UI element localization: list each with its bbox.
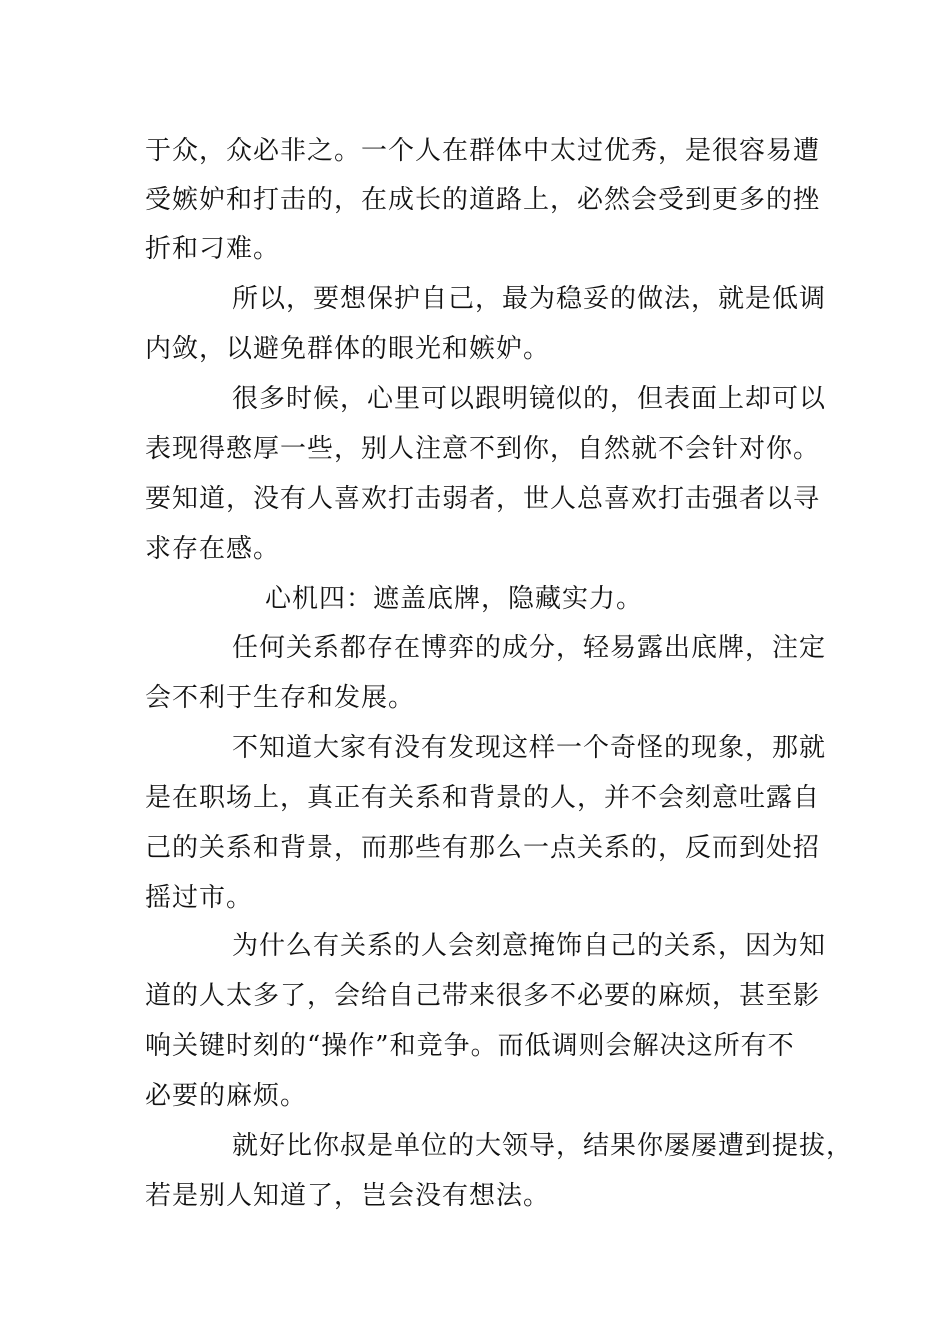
text-line: 于众，众必非之。一个人在群体中太过优秀，是很容易遭 xyxy=(145,136,821,166)
paragraph-first-line: 为什么有关系的人会刻意掩饰自己的关系，因为知 xyxy=(232,931,827,961)
text-line: 摇过市。 xyxy=(145,883,254,913)
text-line: 受嫉妒和打击的，在成长的道路上，必然会受到更多的挫 xyxy=(145,185,821,215)
paragraph-first-line: 所以，要想保护自己，最为稳妥的做法，就是低调 xyxy=(232,284,827,314)
text-line: 要知道，没有人喜欢打击弱者，世人总喜欢打击强者以寻 xyxy=(145,484,821,514)
paragraph-first-line: 就好比你叔是单位的大领导，结果你屡屡遭到提拔， xyxy=(232,1131,854,1161)
text-line: 折和刁难。 xyxy=(145,234,281,264)
text-line: 必要的麻烦。 xyxy=(145,1081,308,1111)
paragraph-first-line: 不知道大家有没有发现这样一个奇怪的现象，那就 xyxy=(232,733,827,763)
text-line: 己的关系和背景，而那些有那么一点关系的，反而到处招 xyxy=(145,833,821,863)
text-line: 若是别人知道了，岂会没有想法。 xyxy=(145,1181,551,1211)
text-line: 表现得憨厚一些，别人注意不到你，自然就不会针对你。 xyxy=(145,434,821,464)
text-line: 是在职场上，真正有关系和背景的人，并不会刻意吐露自 xyxy=(145,783,821,813)
text-line: 会不利于生存和发展。 xyxy=(145,683,416,713)
text-line: 道的人太多了，会给自己带来很多不必要的麻烦，甚至影 xyxy=(145,981,821,1011)
paragraph-first-line: 很多时候，心里可以跟明镜似的，但表面上却可以 xyxy=(232,384,827,414)
section-heading: 心机四：遮盖底牌，隐藏实力。 xyxy=(265,584,644,614)
text-line: 内敛，以避免群体的眼光和嫉妒。 xyxy=(145,334,551,364)
text-line: 求存在感。 xyxy=(145,534,281,564)
text-line: 响关键时刻的“操作”和竞争。而低调则会解决这所有不 xyxy=(145,1031,795,1061)
paragraph-first-line: 任何关系都存在博弈的成分，轻易露出底牌，注定 xyxy=(232,633,827,663)
